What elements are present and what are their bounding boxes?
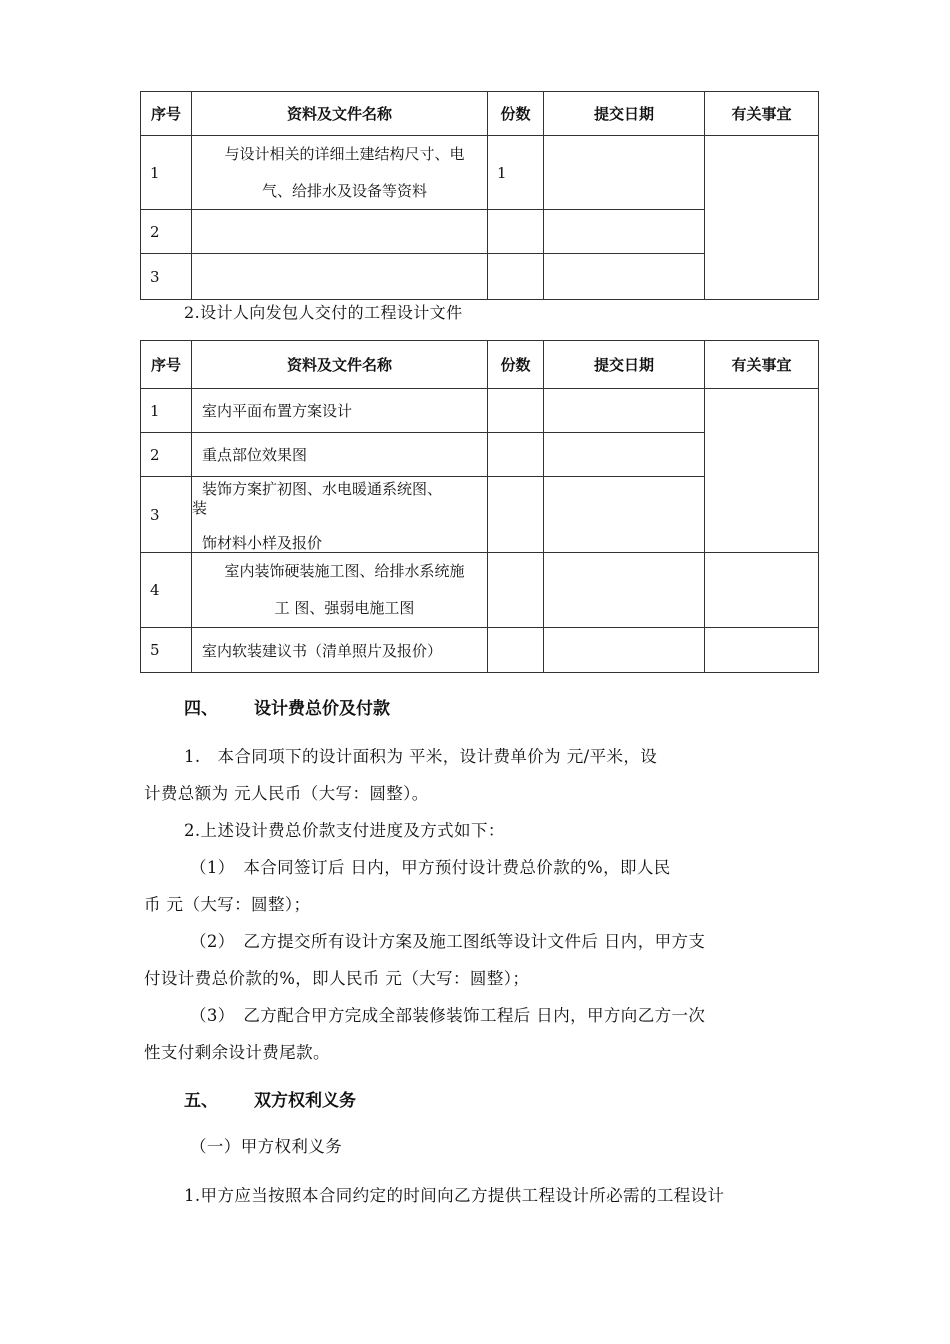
section-4-item1-line1: （1） 本合同签订后 日内，甲方预付设计费总价款的%，即人民 [190,858,671,877]
row-2-date [544,433,705,477]
row-2-no: 2 [141,433,192,477]
table2-title: 2.设计人向发包人交付的工程设计文件 [184,303,463,322]
notes-merged-cell [705,136,818,299]
section-5-subheading: （一）甲方权利义务 [190,1137,343,1156]
row-4-notes [705,553,818,628]
row-3-name [192,477,488,553]
row-3-name-line3: 饰材料小样及报价 [202,534,323,552]
section-4-number: 四、 [184,699,218,719]
section-5-p1: 1.甲方应当按照本合同约定的时间向乙方提供工程设计所必需的工程设计 [184,1186,725,1205]
header-no: 序号 [141,341,192,389]
row-4-count [488,553,544,628]
section-5-number: 五、 [184,1091,218,1111]
notes-merged-cell [705,389,818,553]
row-3-name-line1: 装饰方案扩初图、水电暖通系统图、 [202,480,443,498]
header-date: 提交日期 [544,92,705,136]
header-name: 资料及文件名称 [192,92,488,136]
row-1-name: 室内平面布置方案设计 [192,389,488,433]
row-5-name: 室内软装建议书（清单照片及报价） [192,628,488,672]
row-1-name-line2: 气、给排水及设备等资料 [261,182,427,200]
section-4-item2-line1: （2） 乙方提交所有设计方案及施工图纸等设计文件后 日内，甲方支 [190,932,706,951]
row-3-date [544,254,705,299]
header-date: 提交日期 [544,341,705,389]
row-3-no: 3 [141,477,192,553]
materials-table-1 [140,91,819,300]
row-2-name: 重点部位效果图 [192,433,488,477]
row-5-notes [705,628,818,672]
row-1-date [544,389,705,433]
row-3-name [192,254,488,299]
row-3-date [544,477,705,553]
row-2-count [488,210,544,254]
section-4-item1-line2: 币 元（大写：圆整）； [144,895,311,914]
section-4-title: 设计费总价及付款 [254,699,390,719]
section-4-p1-line1: 1. 本合同项下的设计面积为 平米，设计费单价为 元/平米，设 [184,747,658,766]
row-1-no: 1 [141,136,192,210]
row-1-count: 1 [488,136,544,210]
row-1-no: 1 [141,389,192,433]
materials-table-2 [140,340,819,673]
section-4-p1-line2: 计费总额为 元人民币（大写：圆整）。 [144,784,429,803]
row-1-date [544,136,705,210]
row-5-no: 5 [141,628,192,672]
row-5-date [544,628,705,672]
row-4-no: 4 [141,553,192,628]
section-5-title: 双方权利义务 [254,1091,356,1111]
header-notes: 有关事宜 [705,92,818,136]
row-3-count [488,254,544,299]
header-count: 份数 [488,92,544,136]
row-2-date [544,210,705,254]
row-1-name [192,136,488,210]
header-name: 资料及文件名称 [192,341,488,389]
row-3-count [488,477,544,553]
row-4-name-line2: 工 图、强弱电施工图 [274,599,415,617]
section-4-item3-line1: （3） 乙方配合甲方完成全部装修装饰工程后 日内，甲方向乙方一次 [190,1006,706,1025]
row-2-name [192,210,488,254]
row-3-name-line2: 装 [192,499,208,517]
row-2-no: 2 [141,210,192,254]
section-4-item2-line2: 付设计费总价款的%，即人民币 元（大写：圆整）； [144,969,530,988]
header-notes: 有关事宜 [705,341,818,389]
header-count: 份数 [488,341,544,389]
row-1-count [488,389,544,433]
row-3-no: 3 [141,254,192,299]
section-4-item3-line2: 性支付剩余设计费尾款。 [144,1043,330,1062]
row-4-name-line1: 室内装饰硬装施工图、给排水系统施 [224,562,465,580]
row-4-date [544,553,705,628]
row-5-count [488,628,544,672]
header-no: 序号 [141,92,192,136]
row-2-count [488,433,544,477]
row-1-name-line1: 与设计相关的详细土建结构尺寸、电 [224,145,465,163]
row-4-name [192,553,488,628]
section-4-p2: 2.上述设计费总价款支付进度及方式如下： [184,821,505,840]
